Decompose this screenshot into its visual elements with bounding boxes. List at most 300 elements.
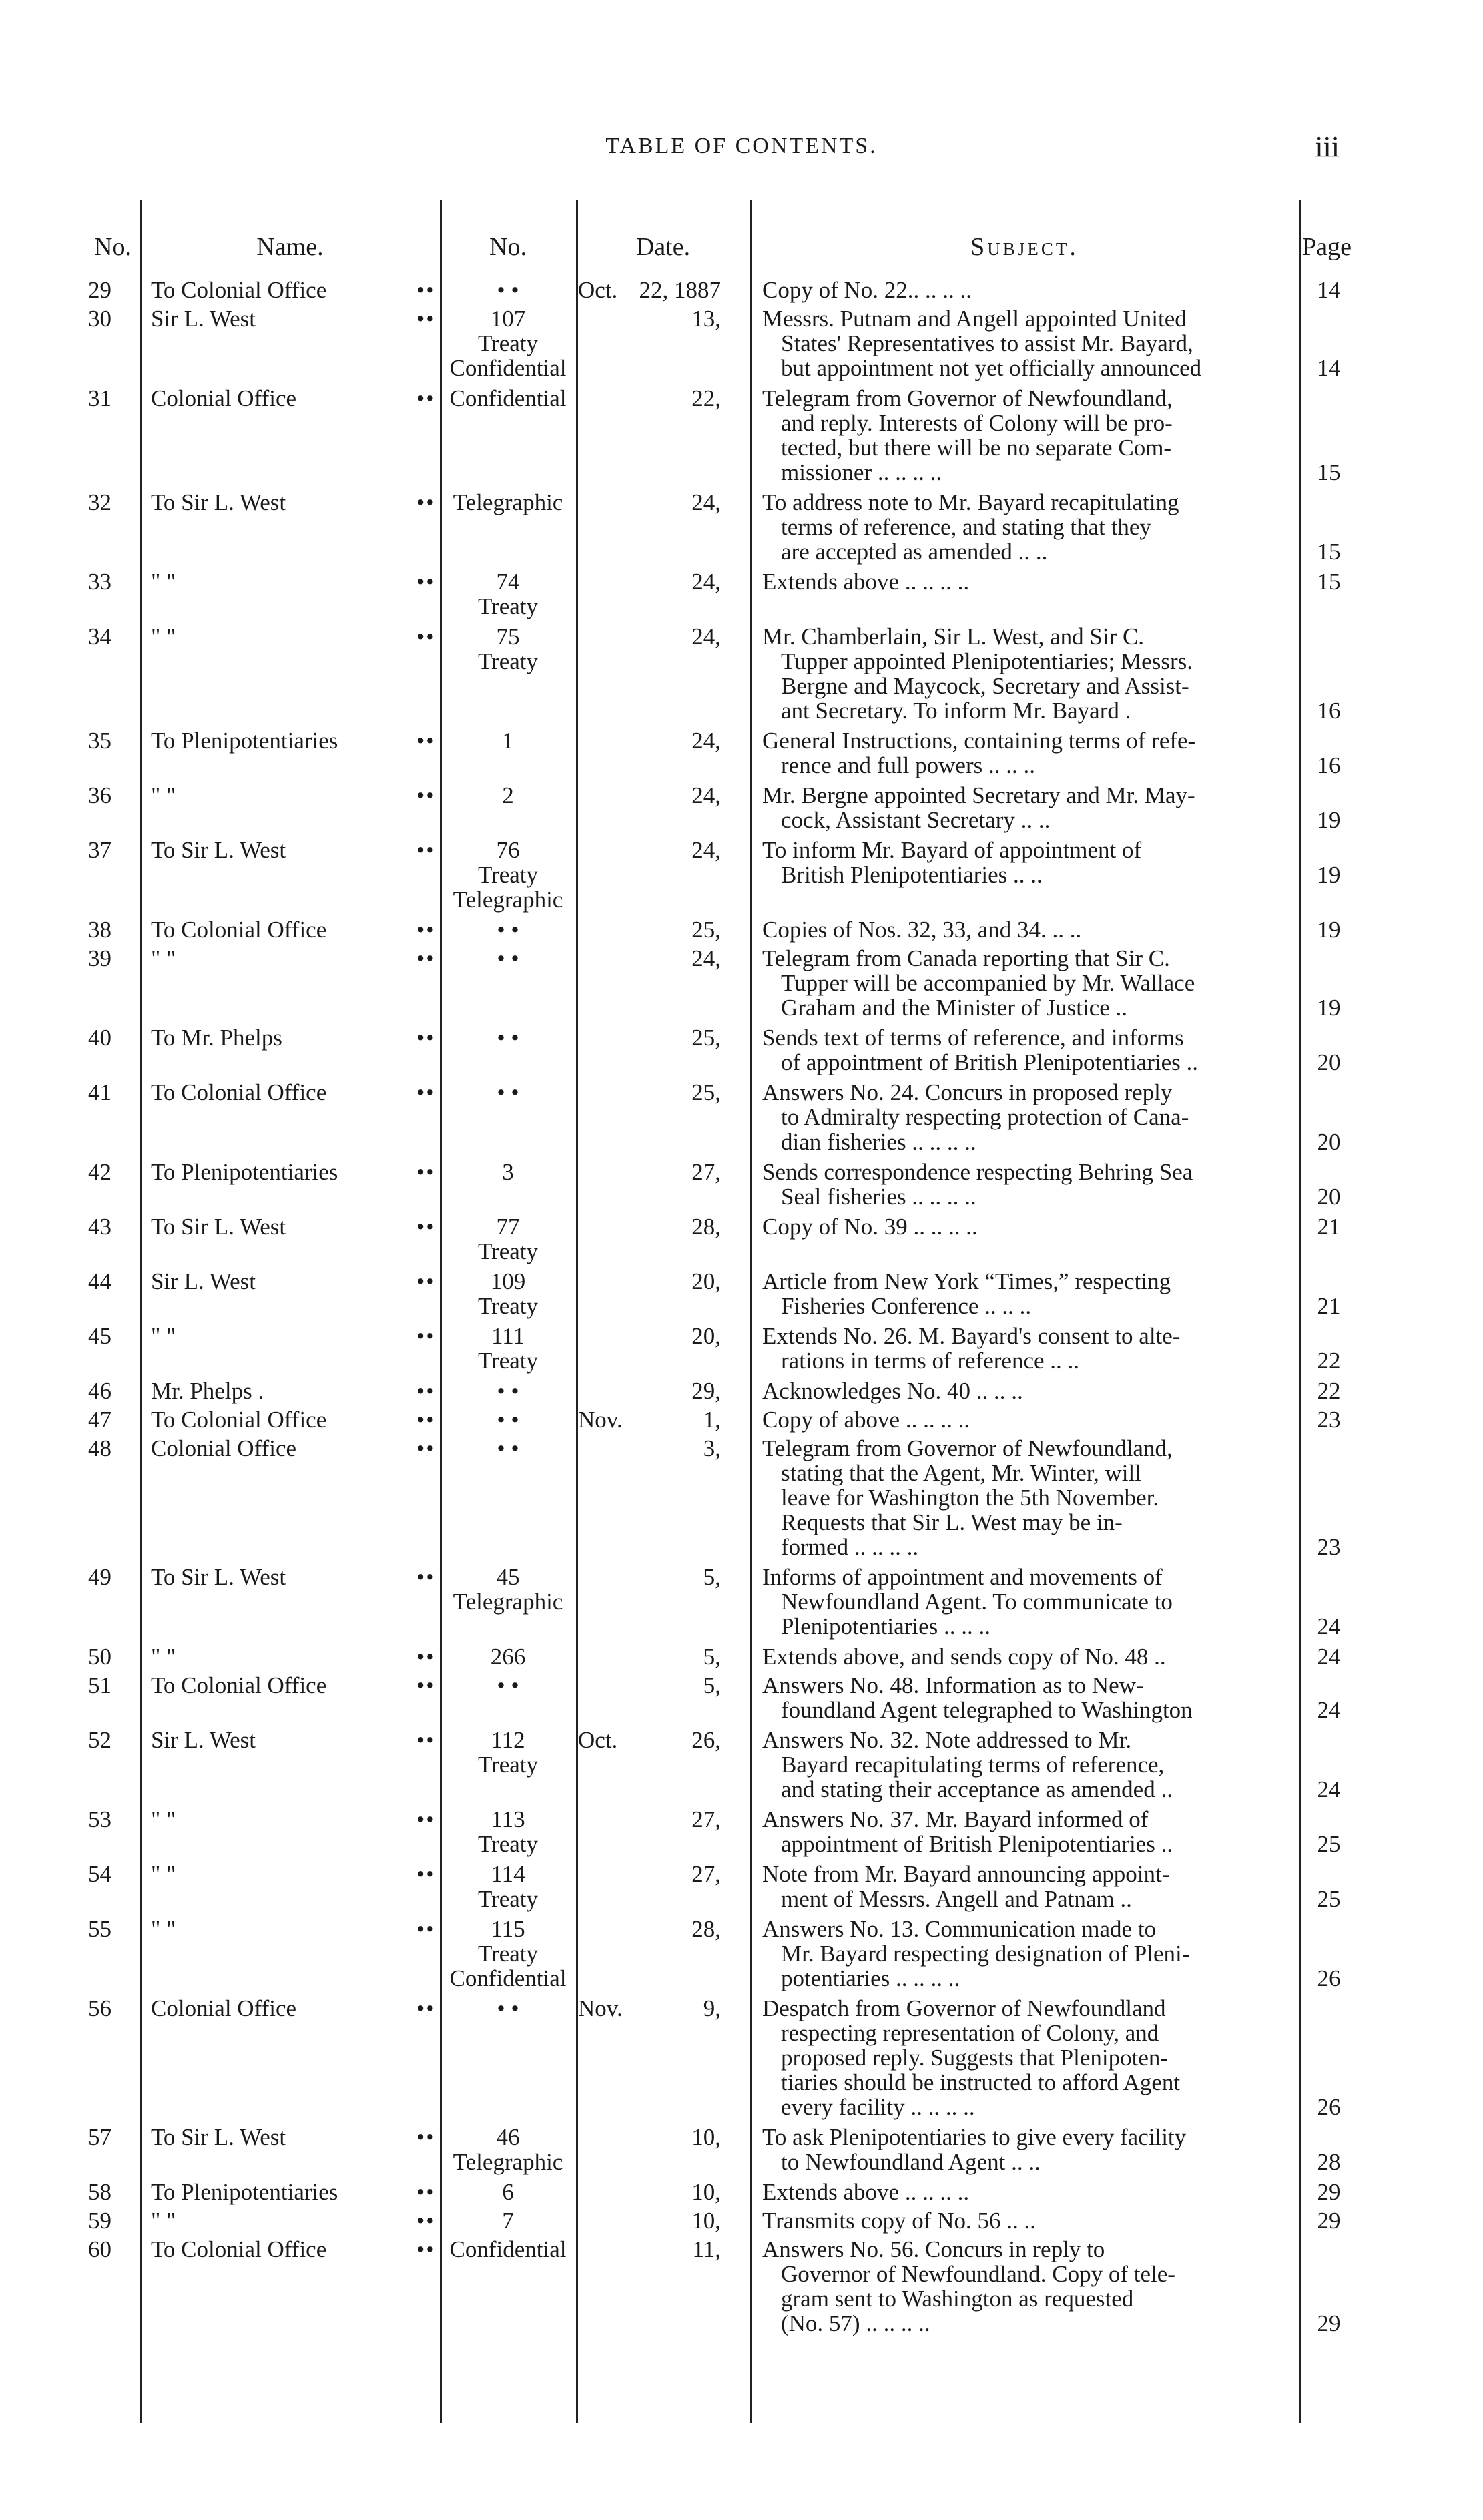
entry-reference	[441, 783, 575, 808]
reference-line: 45	[496, 1564, 520, 1590]
entry-day: 10,	[691, 2179, 721, 2205]
subject-line: Answers No. 32. Note addressed to Mr.	[762, 1727, 1132, 1753]
subject-line: Copies of Nos. 32, 33, and 34. .. ..	[762, 917, 1082, 943]
column-rule	[1299, 200, 1301, 2423]
entry-month: Oct.	[578, 277, 618, 303]
subject-line: rence and full powers .. .. ..	[781, 752, 1035, 778]
reference-line: 107	[490, 306, 526, 332]
entry-reference	[441, 278, 575, 302]
column-rule	[140, 200, 142, 2423]
entry-number: 55	[88, 1916, 111, 1942]
entry-number: 42	[88, 1159, 111, 1185]
entry-name-text: " "	[151, 623, 176, 650]
entry-day: 24,	[691, 782, 721, 808]
leader-dots: ••	[416, 277, 436, 303]
entry-subject	[762, 728, 1296, 778]
entry-name	[151, 783, 485, 808]
entry-number: 43	[88, 1214, 111, 1240]
header-number: No.	[94, 233, 131, 261]
entry-name	[151, 1160, 485, 1184]
reference-line: Treaty	[477, 330, 539, 356]
entry-day: 10,	[691, 2208, 721, 2234]
column-rule	[750, 200, 752, 2423]
header-reference-number: No.	[489, 233, 527, 261]
entry-number: 35	[88, 728, 111, 754]
leader-dots: ••	[416, 1159, 436, 1185]
entry-page: 19	[1317, 917, 1341, 943]
entry-name-text: " "	[151, 1861, 176, 1887]
entry-name-text: " "	[151, 1806, 176, 1832]
leader-dots: ••	[416, 1644, 436, 1670]
subject-line: Tupper appointed Plenipotentiaries; Messrs.	[781, 648, 1193, 674]
entry-name-text: Colonial Office	[151, 385, 297, 411]
entry-reference	[441, 917, 575, 942]
entry-name	[151, 2180, 485, 2204]
subject-line: foundland Agent telegraphed to Washington	[781, 1697, 1193, 1723]
reference-line: 76	[496, 837, 520, 863]
entry-reference	[441, 838, 575, 912]
reference-line: • •	[497, 1435, 519, 1461]
entry-name	[151, 1673, 485, 1698]
reference-line: • •	[497, 945, 519, 971]
reference-line: • •	[497, 1079, 519, 1105]
leader-dots: ••	[416, 1861, 436, 1887]
subject-line: Bayard recapitulating terms of reference,	[781, 1752, 1165, 1778]
reference-line: Treaty	[477, 1293, 539, 1319]
entry-day: 27,	[691, 1806, 721, 1832]
subject-line: Mr. Chamberlain, Sir L. West, and Sir C.	[762, 623, 1145, 650]
page-header	[0, 130, 1483, 174]
subject-line: ment of Messrs. Angell and Patnam ..	[781, 1886, 1132, 1912]
entry-name-text: " "	[151, 945, 176, 971]
leader-dots: ••	[416, 1672, 436, 1698]
reference-line: 112	[491, 1727, 525, 1753]
reference-line: 2	[502, 782, 514, 808]
entry-name	[151, 2125, 485, 2150]
subject-line: Telegram from Governor of Newfoundland,	[762, 1435, 1173, 1461]
entry-name-text: Colonial Office	[151, 1995, 297, 2021]
subject-line: Extends No. 26. M. Bayard's consent to alte-	[762, 1323, 1181, 1349]
entry-subject	[762, 2237, 1296, 2336]
entry-reference	[441, 1862, 575, 1911]
subject-line: Despatch from Governor of Newfoundland	[762, 1995, 1166, 2021]
reference-line: Treaty	[477, 1941, 539, 1967]
entry-reference	[441, 306, 575, 381]
reference-line: • •	[497, 1025, 519, 1051]
entry-name-text: To Sir L. West	[151, 489, 286, 515]
reference-line: • •	[497, 917, 519, 943]
reference-line: 7	[502, 2208, 514, 2234]
entry-subject	[762, 1565, 1296, 1639]
subject-line: Graham and the Minister of Justice ..	[781, 995, 1128, 1021]
subject-line: of appointment of British Plenipotentiaries ..	[781, 1049, 1199, 1075]
entry-page: 21	[1317, 1293, 1341, 1319]
subject-line: terms of reference, and stating that they	[781, 514, 1151, 540]
entry-name	[151, 1407, 485, 1432]
entry-day: 22, 1887	[639, 277, 721, 303]
entry-subject	[762, 1728, 1296, 1802]
reference-line: Confidential	[449, 355, 567, 381]
entry-name-text: To Colonial Office	[151, 1407, 327, 1433]
entry-month: Nov.	[578, 1995, 623, 2021]
entry-day: 20,	[691, 1323, 721, 1349]
column-rule	[576, 200, 578, 2423]
subject-line: Transmits copy of No. 56 .. ..	[762, 2208, 1036, 2234]
subject-line: Requests that Sir L. West may be in-	[781, 1509, 1123, 1535]
entry-reference	[441, 1917, 575, 1991]
entry-subject	[762, 569, 1296, 594]
entry-day: 27,	[691, 1861, 721, 1887]
entry-reference	[441, 1269, 575, 1318]
entry-name-text: " "	[151, 782, 176, 808]
subject-line: are accepted as amended .. ..	[781, 539, 1048, 565]
entry-subject	[762, 1862, 1296, 1911]
subject-line: leave for Washington the 5th November.	[781, 1485, 1159, 1511]
entry-reference	[441, 1673, 575, 1698]
entry-number: 54	[88, 1861, 111, 1887]
entry-name-text: " "	[151, 1323, 176, 1349]
entry-day: 24,	[691, 569, 721, 595]
leader-dots: ••	[416, 1564, 436, 1590]
subject-line: rations in terms of reference .. ..	[781, 1348, 1080, 1374]
entry-day: 28,	[691, 1214, 721, 1240]
entry-page: 24	[1317, 1613, 1341, 1640]
entry-page: 24	[1317, 1697, 1341, 1723]
entry-page: 23	[1317, 1534, 1341, 1560]
subject-line: Answers No. 37. Mr. Bayard informed of	[762, 1806, 1149, 1832]
leader-dots: ••	[416, 1407, 436, 1433]
entry-name	[151, 1080, 485, 1105]
entry-name	[151, 490, 485, 515]
entry-name	[151, 1917, 485, 1941]
entry-name	[151, 624, 485, 649]
leader-dots: ••	[416, 385, 436, 411]
entry-page: 15	[1317, 539, 1341, 565]
entry-reference	[441, 2237, 575, 2262]
reference-line: 75	[496, 623, 520, 650]
entry-name-text: Mr. Phelps .	[151, 1378, 264, 1404]
entry-page: 15	[1317, 459, 1341, 485]
entry-subject	[762, 1324, 1296, 1373]
reference-line: Telegraphic	[453, 489, 563, 515]
leader-dots: ••	[416, 1916, 436, 1942]
entry-number: 58	[88, 2179, 111, 2205]
entry-page: 24	[1317, 1644, 1341, 1670]
entry-name-text: To Colonial Office	[151, 1079, 327, 1105]
subject-line: stating that the Agent, Mr. Winter, will	[781, 1460, 1141, 1486]
entry-reference	[441, 1080, 575, 1105]
subject-line: every facility .. .. .. ..	[781, 2094, 975, 2120]
entry-subject	[762, 1160, 1296, 1209]
subject-line: Plenipotentiaries .. .. ..	[781, 1613, 990, 1640]
entry-name-text: To Plenipotentiaries	[151, 728, 338, 754]
entry-name-text: To Sir L. West	[151, 837, 286, 863]
entry-name-text: To Colonial Office	[151, 277, 327, 303]
subject-line: Copy of above .. .. .. ..	[762, 1407, 970, 1433]
entry-number: 31	[88, 385, 111, 411]
entry-day: 27,	[691, 1159, 721, 1185]
entry-number: 57	[88, 2124, 111, 2150]
entry-name	[151, 1378, 485, 1403]
reference-line: Confidential	[449, 385, 567, 411]
entry-reference	[441, 946, 575, 971]
leader-dots: ••	[416, 306, 436, 332]
reference-line: • •	[497, 1995, 519, 2021]
entry-day: 24,	[691, 945, 721, 971]
reference-line: 266	[490, 1644, 526, 1670]
entry-reference	[441, 1996, 575, 2021]
leader-dots: ••	[416, 837, 436, 863]
subject-line: States' Representatives to assist Mr. Bayard,	[781, 330, 1193, 356]
reference-line: 1	[502, 728, 514, 754]
entry-subject	[762, 838, 1296, 887]
entry-subject	[762, 1407, 1296, 1432]
entry-name	[151, 1436, 485, 1461]
leader-dots: ••	[416, 2208, 436, 2234]
subject-line: Tupper will be accompanied by Mr. Wallace	[781, 970, 1195, 996]
subject-line: Copy of No. 39 .. .. .. ..	[762, 1214, 978, 1240]
subject-line: To inform Mr. Bayard of appointment of	[762, 837, 1142, 863]
entry-reference	[441, 386, 575, 411]
entry-name	[151, 917, 485, 942]
subject-line: To ask Plenipotentiaries to give every facility	[762, 2124, 1187, 2150]
subject-line: and stating their acceptance as amended ..	[781, 1776, 1173, 1802]
entry-name	[151, 306, 485, 331]
entry-number: 45	[88, 1323, 111, 1349]
leader-dots: ••	[416, 917, 436, 943]
entry-number: 59	[88, 2208, 111, 2234]
reference-line: Treaty	[477, 593, 539, 619]
entry-day: 13,	[691, 306, 721, 332]
entry-name	[151, 1644, 485, 1669]
entry-name-text: To Sir L. West	[151, 1214, 286, 1240]
entry-day: 26,	[691, 1727, 721, 1753]
entry-name	[151, 278, 485, 302]
entry-name	[151, 1996, 485, 2021]
subject-line: Sends text of terms of reference, and informs	[762, 1025, 1184, 1051]
entry-subject	[762, 1917, 1296, 1991]
entry-day: 5,	[703, 1564, 721, 1590]
leader-dots: ••	[416, 945, 436, 971]
entry-reference	[441, 1214, 575, 1264]
subject-line: Copy of No. 22.. .. .. ..	[762, 277, 972, 303]
reference-line: Telegraphic	[453, 1589, 563, 1615]
entry-day: 1,	[703, 1407, 721, 1433]
subject-line: Telegram from Governor of Newfoundland,	[762, 385, 1173, 411]
entry-day: 24,	[691, 489, 721, 515]
leader-dots: ••	[416, 1268, 436, 1294]
entry-day: 24,	[691, 837, 721, 863]
subject-line: To address note to Mr. Bayard recapitulating	[762, 489, 1179, 515]
entry-page: 24	[1317, 1776, 1341, 1802]
entry-name-text: To Plenipotentiaries	[151, 1159, 338, 1185]
leader-dots: ••	[416, 782, 436, 808]
entry-subject	[762, 1996, 1296, 2119]
reference-line: 114	[491, 1861, 525, 1887]
entry-name	[151, 946, 485, 971]
entry-number: 30	[88, 306, 111, 332]
reference-line: Treaty	[477, 1238, 539, 1264]
reference-line: Treaty	[477, 1886, 539, 1912]
entry-reference	[441, 490, 575, 515]
entry-number: 44	[88, 1268, 111, 1294]
reference-line: 46	[496, 2124, 520, 2150]
entry-name-text: Sir L. West	[151, 1268, 256, 1294]
header-subject: Subject.	[970, 233, 1079, 261]
subject-line: Fisheries Conference .. .. ..	[781, 1293, 1032, 1319]
reference-line: 109	[490, 1268, 526, 1294]
entry-day: 25,	[691, 1025, 721, 1051]
entry-page: 19	[1317, 995, 1341, 1021]
leader-dots: ••	[416, 569, 436, 595]
entry-page: 15	[1317, 569, 1341, 595]
entry-reference	[441, 1436, 575, 1461]
subject-line: Answers No. 48. Information as to New-	[762, 1672, 1144, 1698]
leader-dots: ••	[416, 1435, 436, 1461]
entry-number: 39	[88, 945, 111, 971]
subject-line: to Newfoundland Agent .. ..	[781, 2149, 1041, 2175]
entry-subject	[762, 278, 1296, 302]
entry-subject	[762, 1214, 1296, 1239]
entry-page: 29	[1317, 2179, 1341, 2205]
entry-name	[151, 838, 485, 862]
reference-line: • •	[497, 277, 519, 303]
header-date: Date.	[635, 233, 691, 261]
reference-line: Treaty	[477, 1348, 539, 1374]
entry-page: 25	[1317, 1886, 1341, 1912]
entry-page: 22	[1317, 1348, 1341, 1374]
entry-name-text: Sir L. West	[151, 1727, 256, 1753]
entry-number: 36	[88, 782, 111, 808]
reference-line: 113	[491, 1806, 525, 1832]
entry-name	[151, 1214, 485, 1239]
reference-line: 3	[502, 1159, 514, 1185]
subject-line: Extends above .. .. .. ..	[762, 2179, 970, 2205]
entry-number: 37	[88, 837, 111, 863]
subject-line: Extends above, and sends copy of No. 48 ..	[762, 1644, 1166, 1670]
entry-subject	[762, 1269, 1296, 1318]
entry-name	[151, 1807, 485, 1832]
entry-number: 46	[88, 1378, 111, 1404]
header-page: Page	[1302, 233, 1352, 261]
entry-reference	[441, 2208, 575, 2233]
entry-name	[151, 2237, 485, 2262]
reference-line: Telegraphic	[453, 887, 563, 913]
entry-number: 56	[88, 1995, 111, 2021]
entry-subject	[762, 490, 1296, 564]
reference-line: Treaty	[477, 648, 539, 674]
entry-name	[151, 1025, 485, 1050]
entry-reference	[441, 1025, 575, 1050]
entry-page: 29	[1317, 2310, 1341, 2336]
entry-reference	[441, 1644, 575, 1669]
entry-day: 9,	[703, 1995, 721, 2021]
subject-line: Answers No. 13. Communication made to	[762, 1916, 1157, 1942]
entry-day: 25,	[691, 917, 721, 943]
entry-number: 38	[88, 917, 111, 943]
subject-line: potentiaries .. .. .. ..	[781, 1965, 960, 1991]
subject-line: Note from Mr. Bayard announcing appoint-	[762, 1861, 1170, 1887]
entry-day: 11,	[692, 2236, 721, 2262]
entry-month: Oct.	[578, 1727, 618, 1753]
entry-reference	[441, 1565, 575, 1614]
entry-reference	[441, 1324, 575, 1373]
entry-name	[151, 386, 485, 411]
reference-line: Treaty	[477, 862, 539, 888]
entry-subject	[762, 1644, 1296, 1669]
leader-dots: ••	[416, 623, 436, 650]
header-name: Name.	[256, 233, 324, 261]
entry-name	[151, 1565, 485, 1589]
reference-line: • •	[497, 1407, 519, 1433]
entry-day: 28,	[691, 1916, 721, 1942]
entry-page: 20	[1317, 1049, 1341, 1075]
entry-page: 28	[1317, 2149, 1341, 2175]
reference-line: 6	[502, 2179, 514, 2205]
entry-day: 29,	[691, 1378, 721, 1404]
subject-line: appointment of British Plenipotentiaries ..	[781, 1831, 1173, 1857]
subject-line: tiaries should be instructed to afford Agent	[781, 2069, 1181, 2095]
entry-name-text: To Plenipotentiaries	[151, 2179, 338, 2205]
entry-day: 24,	[691, 728, 721, 754]
reference-line: • •	[497, 1378, 519, 1404]
leader-dots: ••	[416, 1323, 436, 1349]
entry-name-text: To Mr. Phelps	[151, 1025, 282, 1051]
leader-dots: ••	[416, 489, 436, 515]
entry-day: 3,	[703, 1435, 721, 1461]
entry-number: 53	[88, 1806, 111, 1832]
reference-line: Treaty	[477, 1752, 539, 1778]
subject-line: tected, but there will be no separate Com-	[781, 435, 1172, 461]
entry-subject	[762, 2125, 1296, 2174]
entry-name-text: " "	[151, 1916, 176, 1942]
subject-line: respecting representation of Colony, and	[781, 2020, 1159, 2046]
reference-line: 111	[491, 1323, 525, 1349]
subject-line: General Instructions, containing terms of refe-	[762, 728, 1196, 754]
entry-reference	[441, 569, 575, 619]
entry-number: 60	[88, 2236, 111, 2262]
entry-subject	[762, 1025, 1296, 1075]
entry-reference	[441, 1378, 575, 1403]
leader-dots: ••	[416, 1995, 436, 2021]
entry-name-text: To Sir L. West	[151, 2124, 286, 2150]
entry-number: 49	[88, 1564, 111, 1590]
entry-subject	[762, 1378, 1296, 1403]
reference-line: • •	[497, 1672, 519, 1698]
entry-number: 48	[88, 1435, 111, 1461]
subject-line: Messrs. Putnam and Angell appointed United	[762, 306, 1187, 332]
leader-dots: ••	[416, 1214, 436, 1240]
leader-dots: ••	[416, 1378, 436, 1404]
entry-day: 5,	[703, 1672, 721, 1698]
entry-name-text: " "	[151, 569, 176, 595]
entry-name-text: To Colonial Office	[151, 917, 327, 943]
entry-number: 32	[88, 489, 111, 515]
entry-number: 33	[88, 569, 111, 595]
entry-reference	[441, 1160, 575, 1184]
subject-line: formed .. .. .. ..	[781, 1534, 919, 1560]
entry-day: 25,	[691, 1079, 721, 1105]
entry-subject	[762, 917, 1296, 942]
reference-line: 77	[496, 1214, 520, 1240]
entry-number: 29	[88, 277, 111, 303]
entry-name	[151, 569, 485, 594]
subject-line: but appointment not yet officially announced	[781, 355, 1202, 381]
subject-line: Bergne and Maycock, Secretary and Assist-	[781, 673, 1189, 699]
subject-line: Informs of appointment and movements of	[762, 1564, 1163, 1590]
entry-day: 22,	[691, 385, 721, 411]
page-number: iii	[1315, 130, 1340, 163]
